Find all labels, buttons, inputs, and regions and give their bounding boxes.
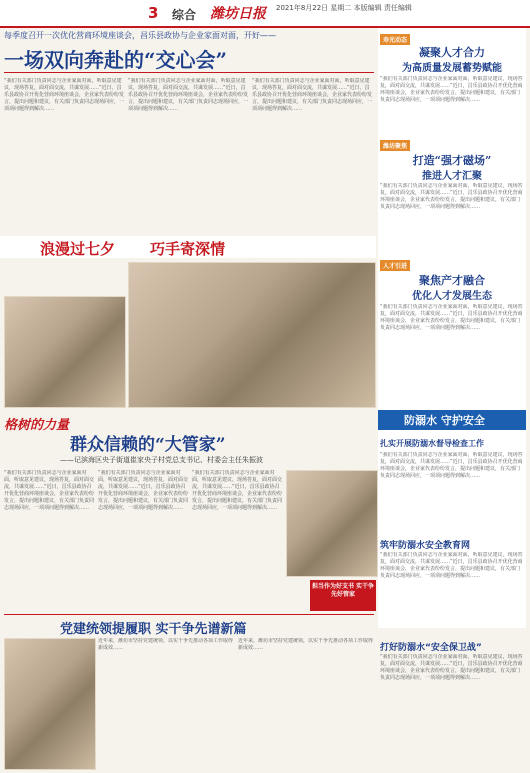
sidebar-tag-2: 潍坊聚焦 [380,140,410,151]
sidebar-headline-1: 扎实开展防溺水督导检查工作 [380,439,484,448]
anti-drowning-banner [378,410,526,430]
sidebar-title-1b: 为高质量发展蓄势赋能 [402,63,502,74]
sidebar-h2-body: “我们有关部门负责同志与企业家面对面，听取意见建议，现场答复，面对面交流，共谋发展……”近日，昌乐县政协召开优化营商环境座谈会，企业家代表纷纷发言，提出问题和建议，有关部门负责同志现场回应，一项项问题得到解决…… [380,552,523,579]
bottom-story-body-col1: 近年来，潍坊市坚持党建统领，以实干争先推动各项工作取得新成效…… [98,638,233,651]
feature-body-col2: “我们有关部门负责同志与企业家面对面，听取意见建议，现场答复，面对面交流，共谋发展……”近日，昌乐县政协召开优化营商环境座谈会，企业家代表纷纷发言，提出问题和建议，有关部门负责同志现场回应，一项项问题得到解决…… [98,470,188,511]
feature-body-col1: “我们有关部门负责同志与企业家面对面，听取意见建议，现场答复，面对面交流，共谋发展……”近日，昌乐县政协召开优化营商环境座谈会，企业家代表纷纷发言，提出问题和建议，有关部门负责同志现场回应，一项项问题得到解决…… [4,470,94,511]
top-story-body-col2: “我们有关部门负责同志与企业家面对面，听取意见建议，现场答复，面对面交流，共谋发展……”近日，昌乐县政协召开优化营商环境座谈会，企业家代表纷纷发言，提出问题和建议，有关部门负责同志现场回应，一项项问题得到解决…… [128,78,248,112]
feature-subtitle: ——记滨海区央子街道崔家央子村党总支书记、村委会主任朱振波 [60,456,263,464]
sidebar-tag-1: 寿光动态 [380,34,410,45]
feature-body-col3: “我们有关部门负责同志与企业家面对面，听取意见建议，现场答复，面对面交流，共谋发展……”近日，昌乐县政协召开优化营商环境座谈会，企业家代表纷纷发言，提出问题和建议，有关部门负责同志现场回应，一项项问题得到解决…… [192,470,282,511]
banner-text-right: 巧手寄深情 [150,240,226,258]
bottom-story-body-col2: 近年来，潍坊市坚持党建统领，以实干争先推动各项工作取得新成效…… [238,638,374,651]
sidebar-body-1: “我们有关部门负责同志与企业家面对面，听取意见建议，现场答复，面对面交流，共谋发展……”近日，昌乐县政协召开优化营商环境座谈会，企业家代表纷纷发言，提出问题和建议，有关部门负责同志现场回应，一项项问题得到解决…… [380,76,523,103]
sidebar-headline-2: 筑牢防溺水安全教育网 [380,541,471,551]
bottom-photo [4,638,96,770]
top-story-title: 一场双向奔赴的“交心会” [4,48,228,72]
feature-portrait [286,470,378,577]
banner-text-left: 浪漫过七夕 [40,240,116,258]
sidebar-headline-3: 打好防溺水“安全保卫战” [380,643,482,653]
page-header [0,0,530,28]
photo-main [128,262,376,408]
divider [4,614,374,615]
anti-drowning-banner-text: 防溺水 守护安全 [404,414,485,427]
top-story-body-col3: “我们有关部门负责同志与企业家面对面，听取意见建议，现场答复，面对面交流，共谋发展……”近日，昌乐县政协召开优化营商环境座谈会，企业家代表纷纷发言，提出问题和建议，有关部门负责同志现场回应，一项项问题得到解决…… [252,78,373,112]
section-name: 综合 [172,8,197,22]
photo-banner [0,236,376,258]
page-meta: 2021年8月22日 星期二 本版编辑 责任编辑 [276,4,412,12]
feature-kicker: 格树的力量 [4,418,70,433]
page-number: 3 [148,4,159,22]
bottom-story-title: 党建统领提履职 实干争先谱新篇 [60,622,247,637]
photo-left [4,296,126,408]
sidebar-title-3b: 优化人才发展生态 [412,291,492,302]
sidebar-body-2: “我们有关部门负责同志与企业家面对面，听取意见建议，现场答复，面对面交流，共谋发展……”近日，昌乐县政协召开优化营商环境座谈会，企业家代表纷纷发言，提出问题和建议，有关部门负责同志现场回应，一项项问题得到解决…… [380,183,523,210]
sidebar-title-2: 打造“强才磁场” [412,154,492,167]
sidebar-title-2b: 推进人才汇聚 [422,171,482,182]
feature-title: 群众信赖的“大管家” [70,435,226,455]
sidebar-h1-body: “我们有关部门负责同志与企业家面对面，听取意见建议，现场答复，面对面交流，共谋发展……”近日，昌乐县政协召开优化营商环境座谈会，企业家代表纷纷发言，提出问题和建议，有关部门负责同志现场回应，一项项问题得到解决…… [380,452,523,479]
sidebar-title-1: 凝聚人才合力 [419,46,485,59]
newspaper-brand: 潍坊日报 [210,6,266,22]
sidebar-title-3: 聚焦产才融合 [419,274,485,287]
top-story-subtitle: 每季度召开一次优化营商环境座谈会，昌乐县政协与企业家面对面，开好—— [4,31,276,40]
feature-quote: 担当作为好支书 实干争先好管家 [310,580,376,611]
divider [4,72,374,73]
sidebar-h3-body: “我们有关部门负责同志与企业家面对面，听取意见建议，现场答复，面对面交流，共谋发展……”近日，昌乐县政协召开优化营商环境座谈会，企业家代表纷纷发言，提出问题和建议，有关部门负责同志现场回应，一项项问题得到解决…… [380,654,523,681]
sidebar-tag-3: 人才引进 [380,260,410,271]
sidebar-body-3: “我们有关部门负责同志与企业家面对面，听取意见建议，现场答复，面对面交流，共谋发展……”近日，昌乐县政协召开优化营商环境座谈会，企业家代表纷纷发言，提出问题和建议，有关部门负责同志现场回应，一项项问题得到解决…… [380,304,523,331]
top-story-body: “我们有关部门负责同志与企业家面对面，听取意见建议，现场答复，面对面交流，共谋发展……”近日，昌乐县政协召开优化营商环境座谈会，企业家代表纷纷发言，提出问题和建议，有关部门负责同志现场回应，一项项问题得到解决…… [4,78,124,112]
